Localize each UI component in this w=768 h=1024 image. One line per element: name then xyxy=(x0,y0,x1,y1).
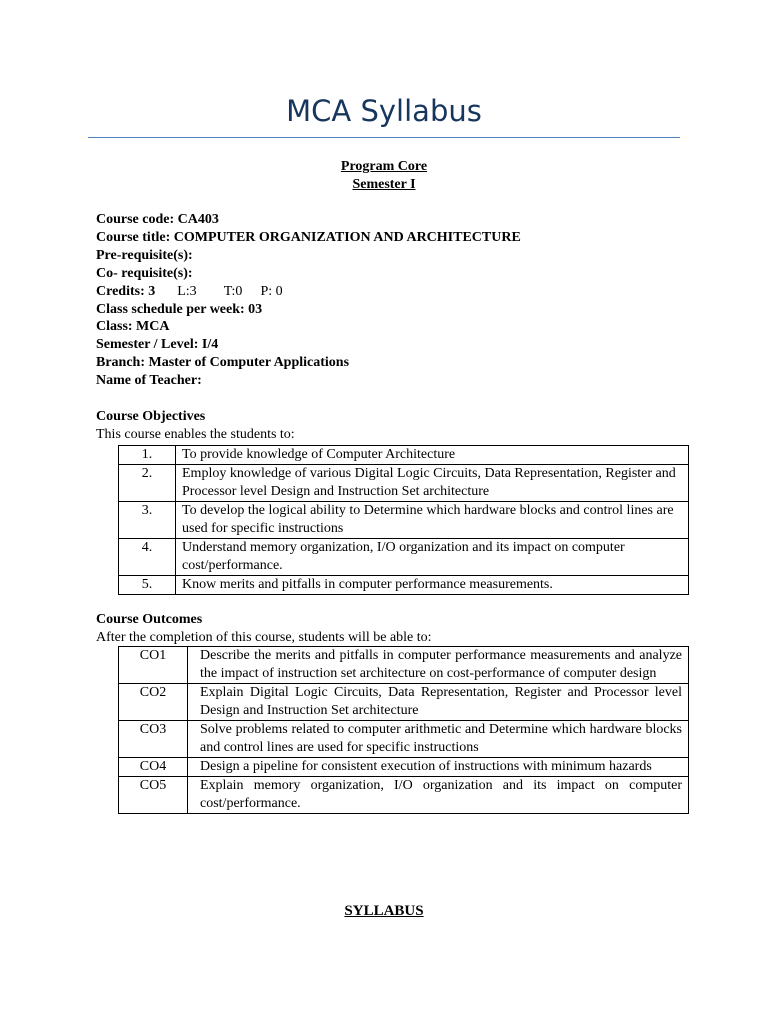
credits: Credits: 3 xyxy=(96,283,156,299)
objective-text: Know merits and pitfalls in computer performance measurements. xyxy=(176,576,689,595)
objectives-table xyxy=(118,445,689,595)
class-schedule: Class schedule per week: 03 xyxy=(96,301,263,317)
branch: Branch: Master of Computer Applications xyxy=(96,355,350,371)
program-heading: Program Core xyxy=(340,159,428,174)
objective-number: 5. xyxy=(119,576,176,595)
objectives-intro: This course enables the students to: xyxy=(96,427,295,442)
objective-number: 1. xyxy=(119,446,176,465)
outcome-code: CO1 xyxy=(119,647,188,684)
outcome-text: Explain memory organization, I/O organization and its impact on computer cost/performance. xyxy=(188,777,689,814)
objective-number: 4. xyxy=(119,539,176,576)
semester-level: Semester / Level: I/4 xyxy=(96,337,219,353)
table-row xyxy=(119,446,689,465)
title-divider xyxy=(88,137,680,138)
objective-text: To provide knowledge of Computer Architecture xyxy=(176,446,689,465)
objectives-heading: Course Objectives xyxy=(96,409,206,424)
objective-text: Employ knowledge of various Digital Logic Circuits, Data Representation, Register and Processor level Design and Instruction Set architecture xyxy=(176,465,689,502)
outcome-text: Design a pipeline for consistent execution of instructions with minimum hazards xyxy=(188,758,689,777)
objective-text: To develop the logical ability to Determine which hardware blocks and control lines are used for specific instructions xyxy=(176,502,689,539)
objective-number: 3. xyxy=(119,502,176,539)
objective-text: Understand memory organization, I/O organization and its impact on computer cost/performance. xyxy=(176,539,689,576)
document-title: MCA Syllabus xyxy=(286,94,482,128)
table-row xyxy=(119,647,689,684)
table-row xyxy=(119,684,689,721)
outcome-text: Describe the merits and pitfalls in computer performance measurements and analyze the impact of instruction set architecture on cost-performance of computer design xyxy=(188,647,689,684)
corequisites: Co- requisite(s): xyxy=(96,265,193,281)
outcome-code: CO4 xyxy=(119,758,188,777)
outcome-code: CO2 xyxy=(119,684,188,721)
syllabus-heading: SYLLABUS xyxy=(344,903,424,919)
table-row xyxy=(119,465,689,502)
table-row xyxy=(119,539,689,576)
course-title: Course title: COMPUTER ORGANIZATION AND ARCHITECTURE xyxy=(96,229,521,245)
practical-hours: P: 0 xyxy=(260,283,283,299)
outcome-text: Explain Digital Logic Circuits, Data Representation, Register and Processor level Design and Instruction Set architecture xyxy=(188,684,689,721)
outcome-text: Solve problems related to computer arithmetic and Determine which hardware blocks and control lines are used for specific instructions xyxy=(188,721,689,758)
table-row xyxy=(119,758,689,777)
semester-heading: Semester I xyxy=(352,177,416,192)
outcome-code: CO5 xyxy=(119,777,188,814)
lecture-hours: L:3 xyxy=(177,283,197,299)
course-code: Course code: CA403 xyxy=(96,212,219,227)
outcomes-heading: Course Outcomes xyxy=(96,612,203,627)
table-row xyxy=(119,576,689,595)
prerequisites: Pre-requisite(s): xyxy=(96,247,193,263)
class-name: Class: MCA xyxy=(96,319,170,335)
outcome-code: CO3 xyxy=(119,721,188,758)
table-row xyxy=(119,777,689,814)
outcomes-intro: After the completion of this course, students will be able to: xyxy=(96,630,432,645)
table-row xyxy=(119,721,689,758)
table-row xyxy=(119,502,689,539)
outcomes-table xyxy=(118,646,689,814)
credits-line xyxy=(96,283,696,301)
tutorial-hours: T:0 xyxy=(223,283,243,299)
objective-number: 2. xyxy=(119,465,176,502)
teacher-name: Name of Teacher: xyxy=(96,373,202,389)
course-info xyxy=(96,211,696,390)
